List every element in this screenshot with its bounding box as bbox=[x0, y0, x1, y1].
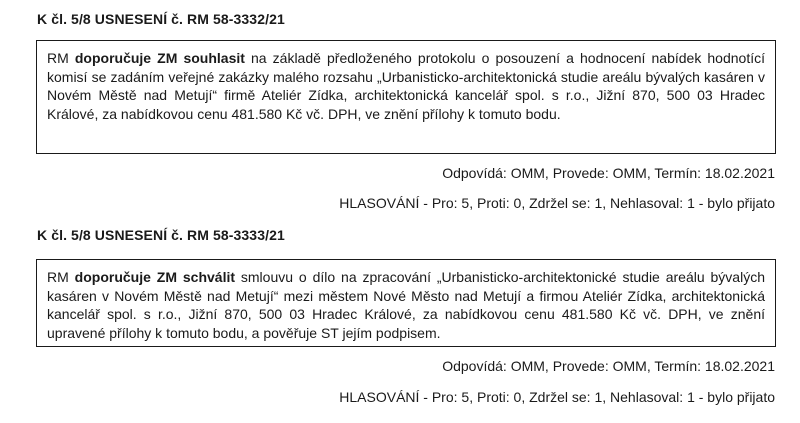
resolution-text-box bbox=[36, 259, 776, 347]
resolution-responsibility: Odpovídá: OMM, Provede: OMM, Termín: 18.02.2021 bbox=[442, 358, 775, 374]
resolution-text-prefix: RM bbox=[47, 269, 75, 285]
resolution-text-rest: na základě předloženého protokolu o posouzení a hodnocení nabídek hodnotící komisí se zadáním veřejné zakázky malého rozsahu „Urbanisticko-architektonická studie areálu bývalých kasáren v Novém Městě nad Metují“ firmě Ateliér Zídka, architektonická kancelář spol. s r.o., Jižní 870, 500 03 Hradec Králové, za nabídkovou cenu 481.580 Kč vč. DPH, ve znění přílohy k tomuto bodu. bbox=[47, 50, 766, 122]
resolution-text-prefix: RM bbox=[47, 50, 75, 66]
resolution-vote: HLASOVÁNÍ - Pro: 5, Proti: 0, Zdržel se: 1, Nehlasoval: 1 - bylo přijato bbox=[339, 195, 775, 211]
resolution-text-rest: smlouvu o dílo na zpracování „Urbanisticko-architektonické studie areálu bývalých kasáren v Novém Městě nad Metují“ mezi městem Nové Město nad Metují a firmou Ateliér Zídka, architektonická kancelář spol. s r.o., Jižní 870, 500 03 Hradec Králové, za nabídkovou cenu 481.580 Kč vč. DPH, ve znění upravené přílohy k tomuto bodu, a pověřuje ST jejím podpisem. bbox=[47, 269, 765, 341]
resolution-text-bold: doporučuje ZM souhlasit bbox=[74, 50, 245, 66]
resolution-heading: K čl. 5/8 USNESENÍ č. RM 58-3333/21 bbox=[37, 227, 285, 243]
resolution-responsibility: Odpovídá: OMM, Provede: OMM, Termín: 18.02.2021 bbox=[442, 165, 775, 181]
resolution-text-box bbox=[36, 40, 776, 154]
resolution-vote: HLASOVÁNÍ - Pro: 5, Proti: 0, Zdržel se: 1, Nehlasoval: 1 - bylo přijato bbox=[339, 389, 775, 405]
resolution-heading: K čl. 5/8 USNESENÍ č. RM 58-3332/21 bbox=[37, 11, 285, 27]
resolution-text-bold: doporučuje ZM schválit bbox=[74, 269, 236, 285]
